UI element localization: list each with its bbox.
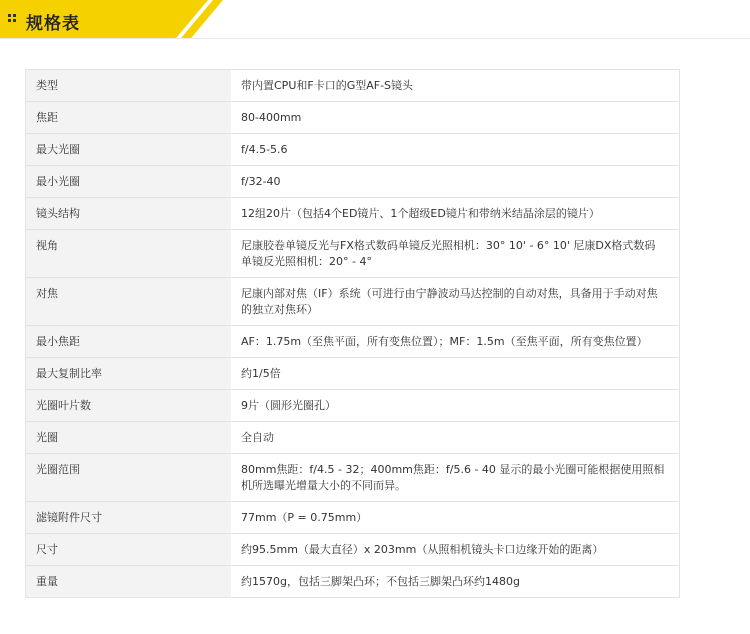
spec-value: 77mm（P = 0.75mm） xyxy=(231,502,680,534)
spec-label: 尺寸 xyxy=(26,534,232,566)
table-row xyxy=(26,230,680,278)
spec-label: 光圈 xyxy=(26,422,232,454)
spec-value: f/4.5-5.6 xyxy=(231,134,680,166)
table-row xyxy=(26,278,680,326)
spec-label: 对焦 xyxy=(26,278,232,326)
spec-value: 约1570g，包括三脚架凸环；不包括三脚架凸环约1480g xyxy=(231,566,680,598)
spec-label: 重量 xyxy=(26,566,232,598)
spec-value: f/32-40 xyxy=(231,166,680,198)
spec-label: 类型 xyxy=(26,70,232,102)
table-row xyxy=(26,198,680,230)
table-row xyxy=(26,390,680,422)
table-row xyxy=(26,70,680,102)
spec-value: 12组20片（包括4个ED镜片、1个超级ED镜片和带纳米结晶涂层的镜片） xyxy=(231,198,680,230)
table-row xyxy=(26,422,680,454)
spec-value: 尼康内部对焦（IF）系统（可进行由宁静波动马达控制的自动对焦，具备用于手动对焦的独立对焦环） xyxy=(231,278,680,326)
spec-value: 约95.5mm（最大直径）x 203mm（从照相机镜头卡口边缘开始的距离） xyxy=(231,534,680,566)
table-row xyxy=(26,358,680,390)
spec-value: 约1/5倍 xyxy=(231,358,680,390)
spec-label: 滤镜附件尺寸 xyxy=(26,502,232,534)
spec-label: 最大光圈 xyxy=(26,134,232,166)
spec-value: AF：1.75m（至焦平面，所有变焦位置）；MF：1.5m（至焦平面，所有变焦位置） xyxy=(231,326,680,358)
table-row xyxy=(26,166,680,198)
spec-label: 最大复制比率 xyxy=(26,358,232,390)
table-row xyxy=(26,326,680,358)
bullet-icon xyxy=(8,14,16,22)
spec-label: 光圈叶片数 xyxy=(26,390,232,422)
table-row xyxy=(26,566,680,598)
header-divider xyxy=(0,38,750,39)
spec-label: 镜头结构 xyxy=(26,198,232,230)
table-row xyxy=(26,502,680,534)
spec-value: 尼康胶卷单镜反光与FX格式数码单镜反光照相机：30° 10' - 6° 10' 尼康DX格式数码单镜反光照相机：20° - 4° xyxy=(231,230,680,278)
spec-value: 80mm焦距：f/4.5 - 32；400mm焦距：f/5.6 - 40 显示的最小光圈可能根据使用照相机所选曝光增量大小的不同而异。 xyxy=(231,454,680,502)
spec-label: 光圈范围 xyxy=(26,454,232,502)
table-row xyxy=(26,454,680,502)
section-header xyxy=(0,0,750,42)
spec-label: 视角 xyxy=(26,230,232,278)
spec-value: 带内置CPU和F卡口的G型AF-S镜头 xyxy=(231,70,680,102)
spec-label: 最小光圈 xyxy=(26,166,232,198)
spec-value: 80-400mm xyxy=(231,102,680,134)
spec-value: 9片（圆形光圈孔） xyxy=(231,390,680,422)
table-row xyxy=(26,134,680,166)
spec-table xyxy=(25,69,680,598)
table-row xyxy=(26,534,680,566)
spec-value: 全自动 xyxy=(231,422,680,454)
spec-label: 焦距 xyxy=(26,102,232,134)
page-title: 规格表 xyxy=(26,14,80,34)
spec-label: 最小焦距 xyxy=(26,326,232,358)
table-row xyxy=(26,102,680,134)
